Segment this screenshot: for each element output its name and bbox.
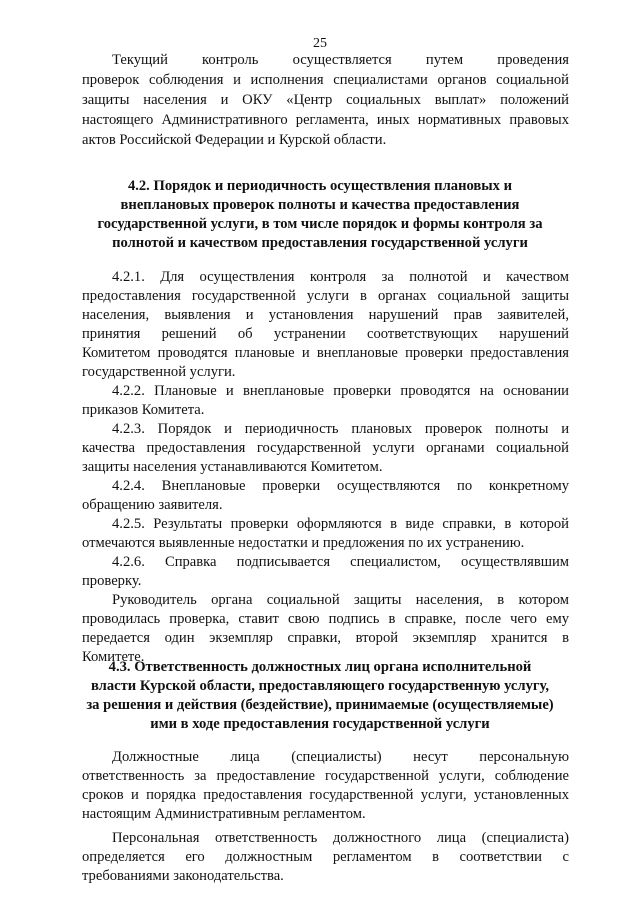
text-line: 4.2.6. Справка подписывается специалистом, осуществлявшим (112, 554, 569, 570)
heading-line: за решения и действия (бездействие), принимаемые (осуществляемые) (86, 697, 554, 713)
heading-line: ими в ходе предоставления государственной услуги (150, 716, 490, 732)
text-line: сроков и порядка предоставления государственной услуги, установленных (82, 787, 569, 803)
page-number: 25 (313, 36, 327, 51)
heading-line: 4.3. Ответственность должностных лиц органа исполнительной (108, 659, 532, 675)
text-line: принятия решений об устранении соответствующих нарушений (82, 326, 569, 342)
text-line: определяется его должностным регламентом в соответствии с (82, 849, 569, 865)
text-line: обращению заявителя. (82, 497, 223, 513)
text-line: Руководитель органа социальной защиты населения, в котором (112, 592, 569, 608)
text-line: актов Российской Федерации и Курской области. (82, 132, 387, 148)
heading-line: внеплановых проверок полноты и качества предоставления (120, 197, 520, 213)
heading-line: полнотой и качеством предоставления государственной услуги (112, 235, 528, 251)
text-line: настоящего Административного регламента, иных нормативных правовых (82, 112, 569, 128)
text-line: настоящим Административным регламентом. (82, 806, 366, 822)
text-line: проверку. (82, 573, 142, 589)
heading-line: власти Курской области, предоставляющего государственную услугу, (90, 678, 550, 694)
text-line: передается один экземпляр справки, второй экземпляр хранится в (82, 630, 569, 646)
text-line: Текущий контроль осуществляется путем проведения (112, 52, 569, 68)
text-line: 4.2.3. Порядок и периодичность плановых проверок полноты и (112, 421, 569, 437)
text-line: 4.2.2. Плановые и внеплановые проверки проводятся на основании (112, 383, 569, 399)
heading-line: 4.2. Порядок и периодичность осуществления плановых и (127, 178, 513, 194)
heading-line: государственной услуги, в том числе порядок и формы контроля за (97, 216, 543, 232)
text-line: Комитете. (82, 649, 145, 665)
text-line: проверок соблюдения и исполнения специалистами органов социальной (82, 72, 569, 88)
text-line: Комитетом проводятся плановые и внеплановые проверки предоставления (82, 345, 569, 361)
text-line: Должностные лица (специалисты) несут персональную (112, 749, 569, 765)
text-line: государственной услуги. (82, 364, 236, 380)
text-line: 4.2.5. Результаты проверки оформляются в виде справки, в которой (112, 516, 569, 532)
text-line: ответственность за предоставление государственной услуги, соблюдение (82, 768, 569, 784)
text-line: 4.2.1. Для осуществления контроля за полнотой и качеством (112, 269, 569, 285)
text-line: качества предоставления государственной услуги органами социальной (82, 440, 569, 456)
text-line: предоставления государственной услуги в органах социальной защиты (82, 288, 569, 304)
text-line: приказов Комитета. (82, 402, 205, 418)
text-line: защиты населения устанавливаются Комитетом. (82, 459, 383, 475)
text-line: 4.2.4. Внеплановые проверки осуществляются по конкретному (112, 478, 569, 494)
text-line: проводилась проверка, ставит свою подпись в справке, после чего ему (82, 611, 569, 627)
text-line: населения, выявления и установления нарушений прав заявителей, (82, 307, 569, 323)
text-line: требованиями законодательства. (82, 868, 284, 884)
text-line: Персональная ответственность должностного лица (специалиста) (112, 830, 569, 846)
text-line: защиты населения и ОКУ «Центр социальных выплат» положений (82, 92, 569, 108)
text-line: отмечаются выявленные недостатки и предложения по их устранению. (82, 535, 525, 551)
